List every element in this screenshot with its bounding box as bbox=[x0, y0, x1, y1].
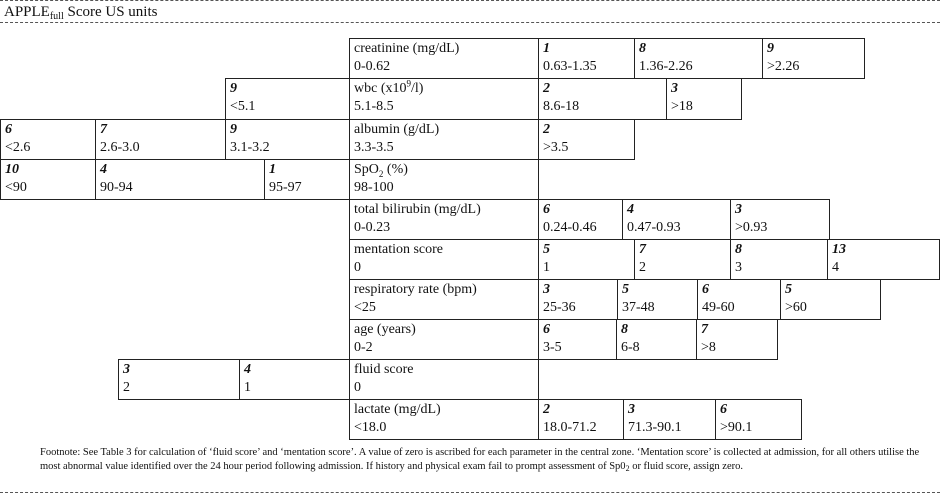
albumin-score-cell: 7 2.6-3.0 bbox=[95, 119, 226, 160]
age-label-cell: age (years) 0-2 bbox=[349, 319, 539, 360]
lactate-score-cell: 3 71.3-90.1 bbox=[623, 399, 716, 440]
spo2-score-cell: 1 95-97 bbox=[264, 159, 350, 200]
mentation-score-cell: 5 1 bbox=[538, 239, 635, 280]
bottom-rule bbox=[0, 492, 940, 493]
resp-score-cell: 6 49-60 bbox=[697, 279, 781, 320]
mentation-score-cell: 8 3 bbox=[730, 239, 828, 280]
resp-score-cell: 5 >60 bbox=[780, 279, 881, 320]
creatinine-score-cell: 8 1.36-2.26 bbox=[634, 38, 763, 79]
title-rest: Score US units bbox=[63, 4, 158, 20]
spo2-score-cell: 10 <90 bbox=[0, 159, 96, 200]
wbc-score-cell: 2 8.6-18 bbox=[538, 78, 667, 120]
top-rule bbox=[0, 0, 940, 1]
resp-label-cell: respiratory rate (bpm) <25 bbox=[349, 279, 539, 320]
albumin-score-cell: 6 <2.6 bbox=[0, 119, 96, 160]
wbc-score-cell: 3 >18 bbox=[666, 78, 742, 120]
bilirubin-score-cell: 4 0.47-0.93 bbox=[622, 199, 731, 240]
creatinine-score-cell: 9 >2.26 bbox=[762, 38, 865, 79]
table-title bbox=[4, 3, 157, 21]
bilirubin-score-cell: 3 >0.93 bbox=[730, 199, 830, 240]
resp-score-cell: 3 25-36 bbox=[538, 279, 618, 320]
age-score-cell: 6 3-5 bbox=[538, 319, 617, 360]
creatinine-score-cell: 1 0.63-1.35 bbox=[538, 38, 635, 79]
lactate-score-cell: 2 18.0-71.2 bbox=[538, 399, 624, 440]
creatinine-label-cell: creatinine (mg/dL) 0-0.62 bbox=[349, 38, 539, 79]
mentation-label-cell: mentation score 0 bbox=[349, 239, 539, 280]
fluid-score-cell: 3 2 bbox=[118, 359, 240, 400]
bilirubin-score-cell: 6 0.24-0.46 bbox=[538, 199, 623, 240]
mentation-score-cell: 13 4 bbox=[827, 239, 940, 280]
age-score-cell: 7 >8 bbox=[696, 319, 778, 360]
wbc-label-cell: wbc $(x10^9/l)$ 5.1-8.5 bbox=[349, 78, 539, 120]
resp-score-cell: 5 37-48 bbox=[617, 279, 698, 320]
albumin-score-cell: 9 3.1-3.2 bbox=[225, 119, 350, 160]
spo2-label-cell: SpO$_2$ (%) 98-100 bbox=[349, 159, 539, 200]
footnote: Footnote: See Table 3 for calculation of ‘fluid score’ and ‘mentation score’. A value of zero is ascribed for each parameter in the central zone. ‘Mentation score’ is collected at admission, for all others utilise the most abnormal value identified over the 24 hour period following admission. If history and physical exam fail to prompt assessment of $Sp0_2$ or fluid score, assign zero. bbox=[40, 447, 920, 473]
title-main: APPLE bbox=[4, 4, 50, 20]
albumin-score-cell: 2 >3.5 bbox=[538, 119, 635, 160]
albumin-label-cell: albumin (g/dL) 3.3-3.5 bbox=[349, 119, 539, 160]
wbc-score-cell: 9 <5.1 bbox=[225, 78, 350, 120]
lactate-label-cell: lactate (mg/dL) <18.0 bbox=[349, 399, 539, 440]
bilirubin-label-cell: total bilirubin (mg/dL) 0-0.23 bbox=[349, 199, 539, 240]
mentation-score-cell: 7 2 bbox=[634, 239, 731, 280]
lactate-score-cell: 6 >90.1 bbox=[715, 399, 802, 440]
fluid-score-cell: 4 1 bbox=[239, 359, 350, 400]
fluid-label-cell: fluid score 0 bbox=[349, 359, 539, 400]
title-subscript: full bbox=[49, 11, 64, 22]
spo2-score-cell: 4 90-94 bbox=[95, 159, 265, 200]
age-score-cell: 8 6-8 bbox=[616, 319, 697, 360]
title-rule bbox=[0, 22, 940, 23]
